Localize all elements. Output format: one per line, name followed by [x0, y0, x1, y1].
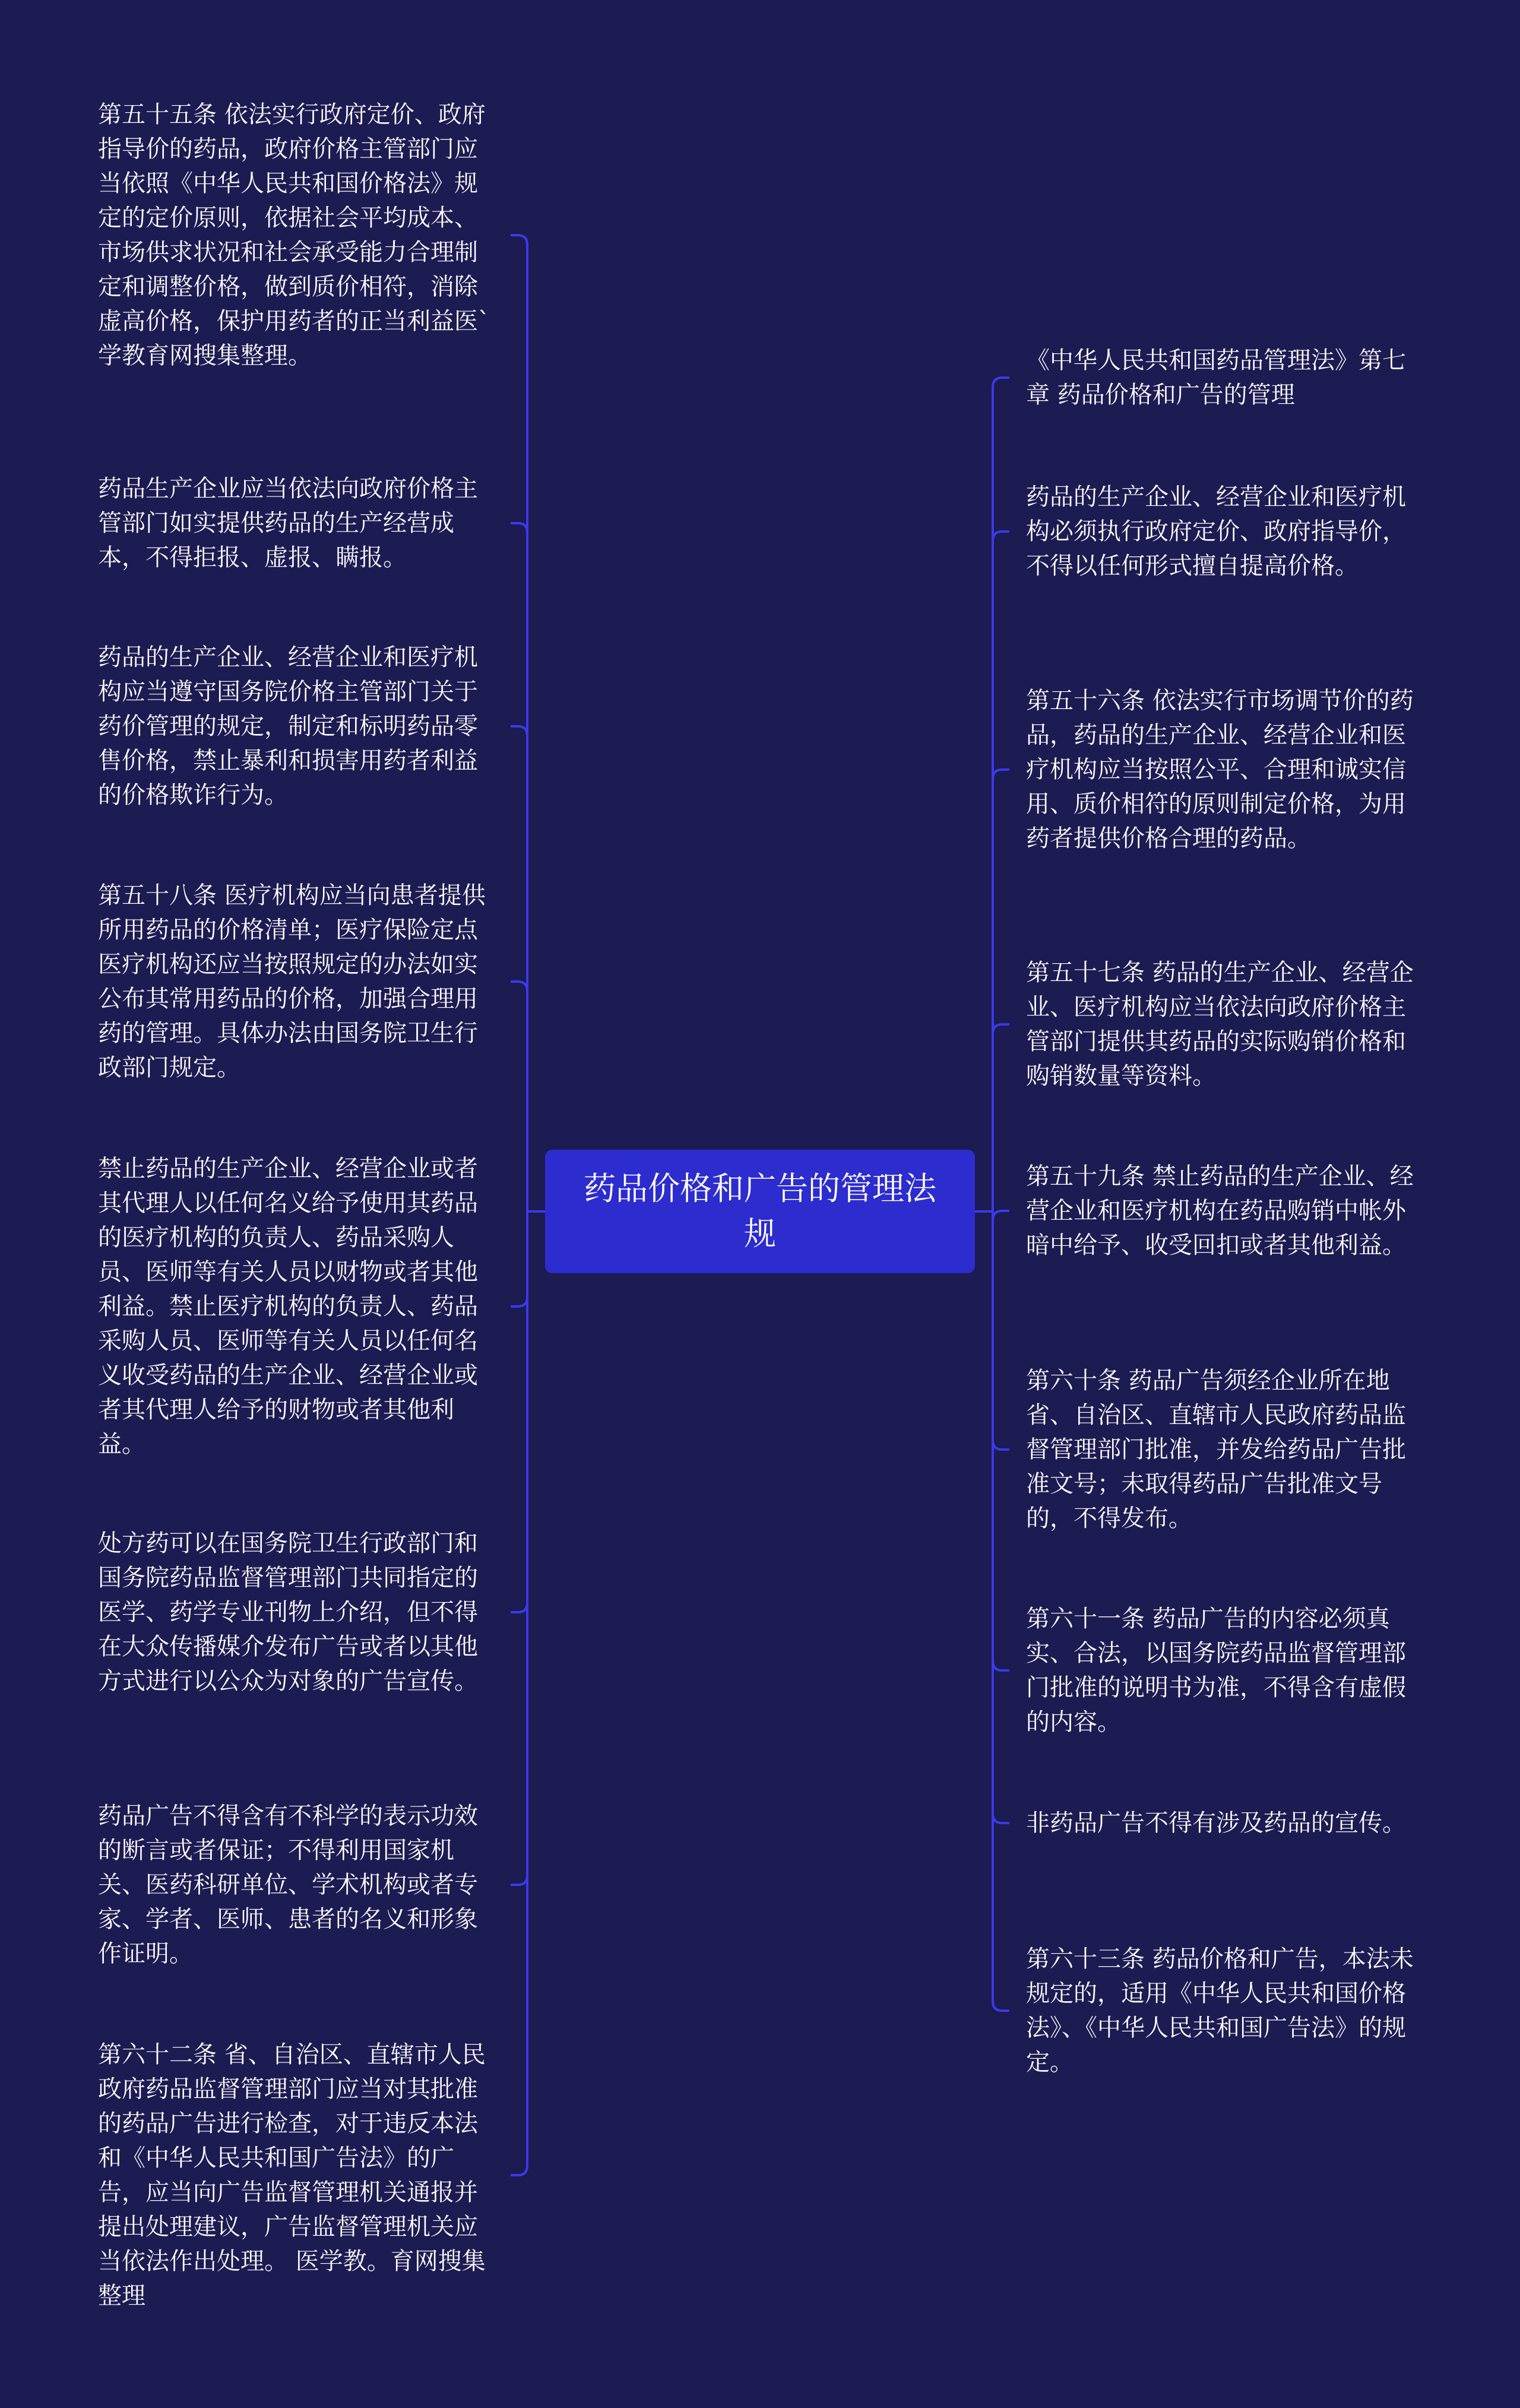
left-branch-1 [511, 235, 527, 245]
right-branch-7 [993, 1661, 1009, 1670]
right-node-2[interactable]: 药品的生产企业、经营企业和医疗机构必须执行政府定价、政府指导价，不得以任何形式擅自提高价格。 [1026, 483, 1406, 580]
right-branch-5 [993, 1211, 1009, 1220]
right-branch-6 [993, 1440, 1009, 1450]
left-branch-5 [511, 1297, 527, 1306]
left-node-3[interactable]: 药品的生产企业、经营企业和医疗机构应当遵守国务院价格主管部门关于药价管理的规定，制定和标明药品零售价格，禁止暴利和损害用药者利益的价格欺诈行为。 [98, 644, 478, 809]
right-node-3[interactable]: 第五十六条 依法实行市场调节价的药品，药品的生产企业、经营企业和医疗机构应当按照公平、合理和诚实信用、质价相符的原则制定价格，为用药者提供价格合理的药品。 [1026, 687, 1414, 852]
right-branch-8 [993, 1814, 1009, 1823]
right-branch-3 [993, 770, 1009, 779]
left-branch-7 [511, 1875, 527, 1885]
right-node-4[interactable]: 第五十七条 药品的生产企业、经营企业、医疗机构应当依法向政府价格主管部门提供其药品的实际购销价格和购销数量等资料。 [1026, 959, 1414, 1090]
left-node-2[interactable]: 药品生产企业应当依法向政府价格主管部门如实提供药品的生产经营成本，不得拒报、虚报、瞒报。 [98, 475, 478, 571]
left-branch-2 [511, 523, 527, 533]
left-node-7[interactable]: 药品广告不得含有不科学的表示功效的断言或者保证；不得利用国家机关、医药科研单位、学术机构或者专家、学者、医师、患者的名义和形象作证明。 [98, 1802, 478, 1967]
left-node-5[interactable]: 禁止药品的生产企业、经营企业或者其代理人以任何名义给予使用其药品的医疗机构的负责人、药品采购人员、医师等有关人员以财物或者其他利益。禁止医疗机构的负责人、药品采购人员、医师等有关人员以任何名义收受药品的生产企业、经营企业或者其代理人给予的财物或者其他利益。 [98, 1155, 478, 1458]
right-node-9[interactable]: 第六十三条 药品价格和广告，本法未规定的，适用《中华人民共和国价格法》、《中华人民共和国广告法》的规定。 [1026, 1945, 1414, 2076]
right-node-8[interactable]: 非药品广告不得有涉及药品的宣传。 [1026, 1809, 1406, 1837]
left-branch-3 [511, 726, 527, 736]
root-topic-label: 药品价格和广告的管理法规 [584, 1170, 936, 1252]
right-branch-1 [993, 378, 1009, 387]
left-branch-6 [511, 1603, 527, 1612]
left-node-6[interactable]: 处方药可以在国务院卫生行政部门和国务院药品监督管理部门共同指定的医学、药学专业刊物上介绍，但不得在大众传播媒介发布广告或者以其他方式进行以公众为对象的广告宣传。 [98, 1530, 478, 1695]
right-branch-2 [993, 531, 1009, 541]
right-branch-4 [993, 1024, 1009, 1034]
left-node-8[interactable]: 第六十二条 省、自治区、直辖市人民政府药品监督管理部门应当对其批准的药品广告进行检查，对于违反本法和《中华人民共和国广告法》的广告，应当向广告监督管理机关通报并提出处理建议，广告监督管理机关应当依法作出处理。 医学教。育网搜集整理 [98, 2041, 486, 2309]
right-node-6[interactable]: 第六十条 药品广告须经企业所在地省、自治区、直辖市人民政府药品监督管理部门批准，并发给药品广告批准文号；未取得药品广告批准文号的，不得发布。 [1026, 1367, 1406, 1532]
left-node-1[interactable]: 第五十五条 依法实行政府定价、政府指导价的药品，政府价格主管部门应当依照《中华人民共和国价格法》规定的定价原则，依据社会平均成本、市场供求状况和社会承受能力合理制定和调整价格，做到质价相符，消除虚高价格，保护用药者的正当利益医`学教育网搜集整理。 [98, 101, 490, 369]
right-node-7[interactable]: 第六十一条 药品广告的内容必须真实、合法，以国务院药品监督管理部门批准的说明书为准，不得含有虚假的内容。 [1026, 1605, 1406, 1736]
left-branch-8 [511, 2166, 527, 2175]
right-node-1[interactable]: 《中华人民共和国药品管理法》第七章 药品价格和广告的管理 [1026, 347, 1406, 409]
left-branch-4 [511, 982, 527, 991]
left-node-4[interactable]: 第五十八条 医疗机构应当向患者提供所用药品的价格清单；医疗保险定点医疗机构还应当按照规定的办法如实公布其常用药品的价格，加强合理用药的管理。具体办法由国务院卫生行政部门规定。 [98, 882, 486, 1081]
right-branch-9 [993, 2001, 1009, 2011]
right-node-5[interactable]: 第五十九条 禁止药品的生产企业、经营企业和医疗机构在药品购销中帐外暗中给予、收受回扣或者其他利益。 [1026, 1163, 1414, 1259]
root-topic-node[interactable] [545, 1150, 975, 1273]
